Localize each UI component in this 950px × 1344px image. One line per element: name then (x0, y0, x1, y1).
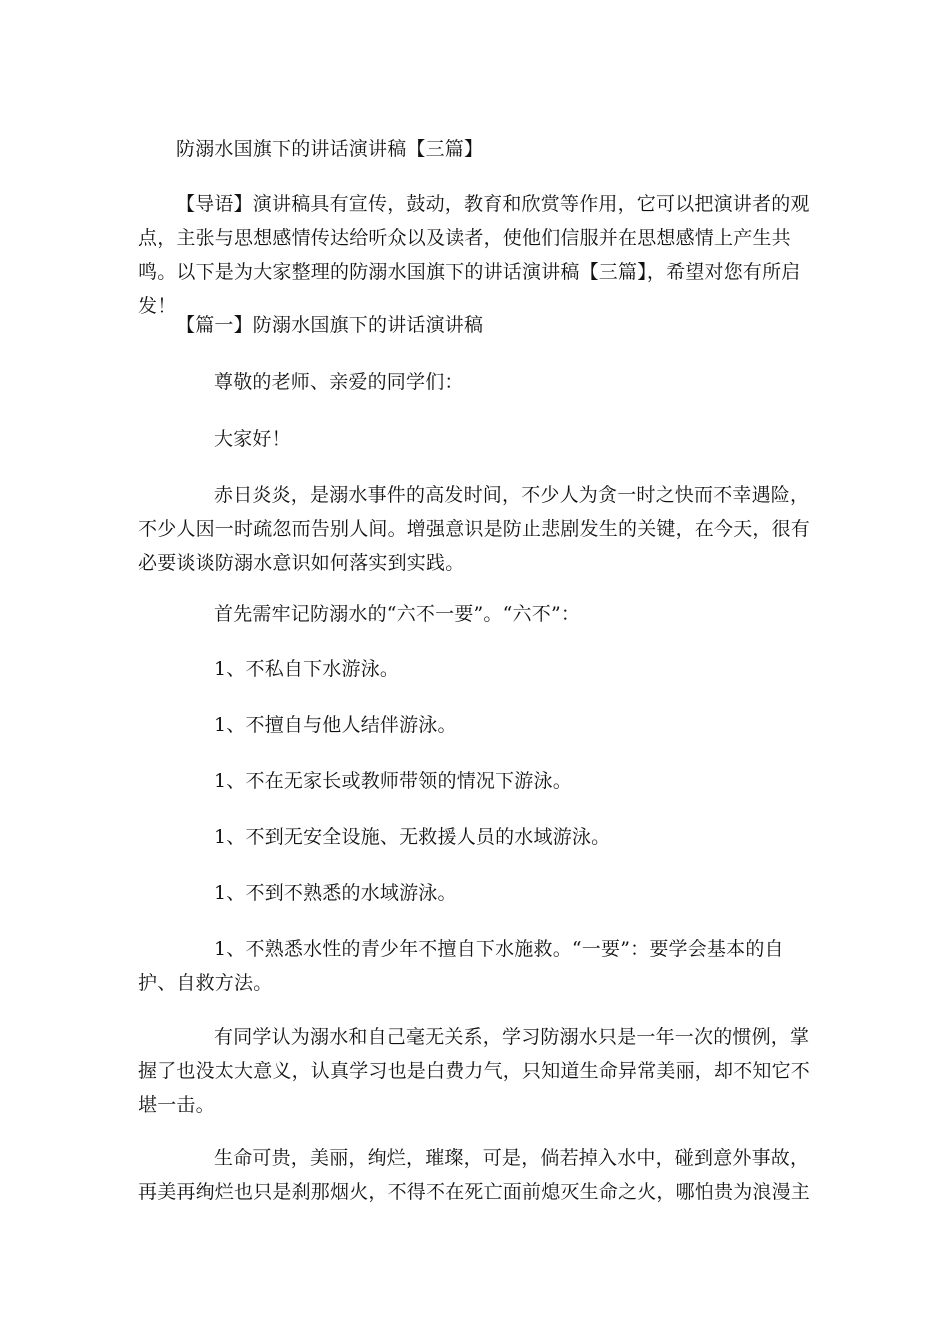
greeting: 大家好！ (214, 428, 291, 450)
paragraph-1: 赤日炎炎，是溺水事件的高发时间，不少人为贪一时之快而不幸遇险，不少人因一时疏忽而告别人间。增强意识是防止悲剧发生的关键，在今天，很有必要谈谈防溺水意识如何落实到实践。 (138, 484, 811, 574)
paragraph-block-1 (138, 478, 818, 580)
list-item: 1、不到无安全设施、无救援人员的水域游泳。 (214, 826, 611, 848)
paragraph-block-4 (138, 1141, 818, 1209)
list-item: 1、不私自下水游泳。 (214, 658, 400, 680)
paragraph-block-3 (138, 1020, 818, 1122)
list-item-block-5 (138, 876, 818, 910)
section1-heading: 【篇一】防溺水国旗下的讲话演讲稿 (176, 314, 484, 336)
salutation-block (138, 365, 818, 399)
intro-block (138, 187, 818, 323)
paragraph-4: 生命可贵，美丽，绚烂，璀璨，可是，倘若掉入水中，碰到意外事故，再美再绚烂也只是刹那烟火，不得不在死亡面前熄灭生命之火，哪怕贵为浪漫主 (138, 1147, 811, 1203)
list-item-block-3 (138, 764, 818, 798)
list-item: 1、不到不熟悉的水域游泳。 (214, 882, 457, 904)
list-item: 1、不熟悉水性的青少年不擅自下水施救。“一要”：要学会基本的自护、自救方法。 (138, 938, 784, 994)
intro-paragraph: 【导语】演讲稿具有宣传，鼓动，教育和欣赏等作用，它可以把演讲者的观点，主张与思想感情传达给听众以及读者，使他们信服并在思想感情上产生共鸣。以下是为大家整理的防溺水国旗下的讲话演讲稿【三篇】，希望对您有所启发！ (138, 193, 810, 317)
paragraph-block-2 (138, 597, 818, 631)
list-item-block-1 (138, 652, 818, 686)
document-title: 防溺水国旗下的讲话演讲稿【三篇】 (176, 138, 484, 160)
section-heading-block (138, 308, 818, 342)
list-item-block-4 (138, 820, 818, 854)
list-item-block-2 (138, 708, 818, 742)
list-item: 1、不在无家长或教师带领的情况下游泳。 (214, 770, 572, 792)
list-item: 1、不擅自与他人结伴游泳。 (214, 714, 457, 736)
salutation: 尊敬的老师、亲爱的同学们： (214, 371, 464, 393)
greeting-block (138, 422, 818, 456)
list-item-block-6 (138, 932, 818, 1000)
paragraph-2: 首先需牢记防溺水的“六不一要”。“六不”： (214, 603, 581, 625)
document-title-block (138, 132, 818, 166)
paragraph-3: 有同学认为溺水和自己毫无关系，学习防溺水只是一年一次的惯例，掌握了也没太大意义，认真学习也是白费力气，只知道生命异常美丽，却不知它不堪一击。 (138, 1026, 811, 1116)
